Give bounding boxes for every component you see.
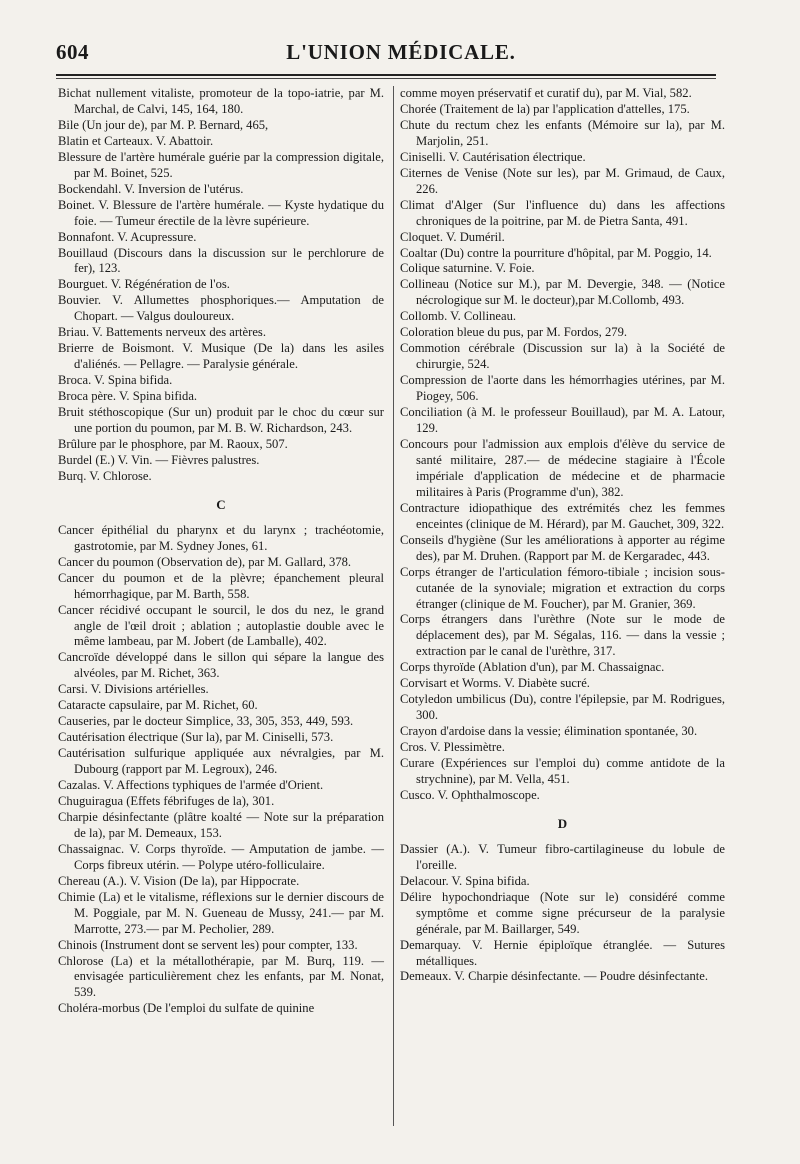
index-entry: Chorée (Traitement de la) par l'application d'attelles, 175. [400, 101, 690, 116]
index-entry: Corps étrangers dans l'urèthre (Note sur le mode de déplacement des), par M. Ségalas, 116. — dans la vessie ; extraction par le canal de l'urèthre, 317. [400, 612, 725, 659]
index-entry: Chinois (Instrument dont se servent les) pour compter, 133. [58, 937, 358, 952]
index-entry: Demeaux. V. Charpie désinfectante. — Poudre désinfectante. [400, 969, 708, 984]
index-entry: Cancer épithélial du pharynx et du larynx ; trachéotomie, gastrotomie, par M. Sydney Jones, 61. [58, 522, 384, 553]
index-entry: Corvisart et Worms. V. Diabète sucré. [400, 676, 590, 691]
index-entry: Curare (Expériences sur l'emploi du) comme antidote de la strychnine), par M. Vella, 451. [400, 756, 725, 786]
left-column [58, 86, 384, 1017]
header-rule [56, 74, 716, 76]
index-entry: Ciniselli. V. Cautérisation électrique. [400, 149, 586, 164]
index-entry: Délire hypochondriaque (Note sur le) considéré comme symptôme et comme signe précurseur de la paralysie générale, par M. Baillarger, 549. [400, 889, 725, 936]
index-entry: Collineau (Notice sur M.), par M. Devergie, 348. — (Notice nécrologique sur M. le docteur),par M.Collomb, 493. [400, 277, 725, 308]
header-rule-thin [56, 78, 716, 79]
index-entry: Cancer récidivé occupant le sourcil, le dos du nez, le grand angle de l'œil droit ; ablation ; autoplastie double avec le même lambeau, par M. Jobert (de Lamballe), 402. [58, 602, 384, 649]
index-entry: Charpie désinfectante (plâtre koalté — Note sur la préparation de la), par M. Demeaux, 153. [58, 809, 384, 840]
index-entry: Cataracte capsulaire, par M. Richet, 60. [58, 698, 258, 713]
index-entry: Bonnafont. V. Acupressure. [58, 229, 197, 244]
index-entry: Citernes de Venise (Note sur les), par M. Grimaud, de Caux, 226. [400, 165, 725, 196]
index-entry: Commotion cérébrale (Discussion sur la) à la Société de chirurgie, 524. [400, 341, 725, 372]
index-entry: Cautérisation électrique (Sur la), par M. Ciniselli, 573. [58, 730, 334, 745]
index-entry: Carsi. V. Divisions artérielles. [58, 682, 209, 697]
index-entry: Causeries, par le docteur Simplice, 33, 305, 353, 449, 593. [58, 714, 354, 729]
index-entry: Broca père. V. Spina bifida. [58, 389, 198, 404]
section-letter: C [216, 496, 226, 512]
index-entry: comme moyen préservatif et curatif du), par M. Vial, 582. [400, 86, 692, 100]
index-entry: Chuguiragua (Effets fébrifuges de la), 301. [58, 793, 275, 808]
index-entry: Conseils d'hygiène (Sur les améliorations à apporter au régime des), par M. Druhen. (Rapport par M. de Kergaradec, 443. [400, 532, 725, 563]
index-entry: Cancer du poumon et de la plèvre; épanchement pleural hémorrhagique, par M. Barth, 558. [58, 570, 384, 601]
section-letter: D [557, 815, 568, 831]
index-entry: Brûlure par le phosphore, par M. Raoux, 507. [58, 436, 288, 451]
index-entry: Cros. V. Plessimètre. [400, 740, 505, 755]
index-entry: Coaltar (Du) contre la pourriture d'hôpital, par M. Poggio, 14. [400, 245, 712, 260]
index-entry: Coloration bleue du pus, par M. Fordos, 279. [400, 325, 628, 340]
index-entry: Bouvier. V. Allumettes phosphoriques.— Amputation de Chopart. — Valgus douloureux. [58, 293, 384, 324]
index-entry: Corps étranger de l'articulation fémoro-tibiale ; incision sous-cutanée de la synoviale; migration et extraction du corps étranger (clinique de M. Foucher), par M. Granier, 369. [400, 564, 725, 611]
index-entry: Bichat nullement vitaliste, promoteur de la topo-iatrie, par M. Marchal, de Calvi, 145, 164, 180. [58, 86, 384, 116]
index-entry: Chlorose (La) et la métallothérapie, par M. Burq, 119. — envisagée particulièrement chez les enfants, par M. Nonat, 539. [58, 953, 384, 1000]
index-entry: Conciliation (à M. le professeur Bouillaud), par M. A. Latour, 129. [400, 405, 725, 436]
index-entry: Chimie (La) et le vitalisme, réflexions sur le dernier discours de M. Poggiale, par M. N. Gueneau de Mussy, 241.— par M. Marrotte, 273.— par M. Pecholier, 289. [58, 889, 384, 936]
index-entry: Blatin et Carteaux. V. Abattoir. [58, 133, 214, 148]
index-entry: Cusco. V. Ophthalmoscope. [400, 787, 540, 802]
index-entry: Collomb. V. Collineau. [400, 309, 517, 324]
index-entry: Burdel (E.) V. Vin. — Fièvres palustres. [58, 452, 260, 467]
index-entry: Demarquay. V. Hernie épiploïque étranglée. — Sutures métalliques. [400, 937, 725, 968]
index-entry: Cazalas. V. Affections typhiques de l'armée d'Orient. [58, 778, 324, 793]
index-entry: Bouillaud (Discours dans la discussion sur le perchlorure de fer), 123. [58, 245, 384, 276]
index-entry: Chereau (A.). V. Vision (De la), par Hippocrate. [58, 873, 300, 888]
index-entry: Bourguet. V. Régénération de l'os. [58, 277, 230, 292]
index-entry: Delacour. V. Spina bifida. [400, 873, 530, 888]
index-entry: Burq. V. Chlorose. [58, 468, 152, 483]
page-header [56, 40, 746, 70]
index-entry: Bruit stéthoscopique (Sur un) produit par le choc du cœur sur une portion du poumon, par M. B. W. Richardson, 243. [58, 405, 384, 436]
index-entry: Cancer du poumon (Observation de), par M. Gallard, 378. [58, 554, 352, 569]
index-entry: Chute du rectum chez les enfants (Mémoire sur la), par M. Marjolin, 251. [400, 117, 725, 148]
index-entry: Choléra-morbus (De l'emploi du sulfate de quinine [58, 1001, 315, 1016]
index-entry: Blessure de l'artère humérale guérie par la compression digitale, par M. Boinet, 525. [58, 149, 384, 180]
page-number: 604 [56, 40, 89, 64]
index-entry: Cloquet. V. Duméril. [400, 229, 505, 244]
index-entry: Compression de l'aorte dans les hémorrhagies utérines, par M. Piogey, 506. [400, 373, 725, 404]
index-entry: Briau. V. Battements nerveux des artères. [58, 325, 266, 340]
index-entry: Corps thyroïde (Ablation d'un), par M. Chassaignac. [400, 660, 665, 675]
index-entry: Concours pour l'admission aux emplois d'élève du service de santé militaire, 287.— de médecine stagiaire à l'École impériale d'application de médecine et de pharmacie militaires à Paris (Programme d'un), 382. [400, 436, 725, 499]
running-title: L'UNION MÉDICALE. [286, 40, 516, 64]
right-column [400, 86, 725, 985]
index-entry: Bockendahl. V. Inversion de l'utérus. [58, 181, 244, 196]
index-entry: Broca. V. Spina bifida. [58, 373, 173, 388]
index-entry: Boinet. V. Blessure de l'artère humérale. — Kyste hydatique du foie. — Tumeur érectile de la lèvre supérieure. [58, 197, 384, 228]
index-entry: Bile (Un jour de), par M. P. Bernard, 465, [58, 117, 269, 132]
index-entry: Cautérisation sulfurique appliquée aux névralgies, par M. Dubourg (rapport par M. Legroux), 246. [58, 746, 384, 777]
index-entry: Crayon d'ardoise dans la vessie; élimination spontanée, 30. [400, 724, 698, 739]
column-divider [393, 86, 394, 1126]
index-entry: Cancroïde développé dans le sillon qui sépare la langue des alvéoles, par M. Richet, 363. [58, 650, 384, 681]
index-entry: Cotyledon umbilicus (Du), contre l'épilepsie, par M. Rodrigues, 300. [400, 692, 725, 723]
index-entry: Brierre de Boismont. V. Musique (De la) dans les asiles d'aliénés. — Pellagre. — Paralysie générale. [58, 341, 384, 372]
index-entry: Contracture idiopathique des extrémités chez les femmes enceintes (clinique de M. Hérard), par M. Gauchet, 309, 322. [400, 500, 725, 531]
index-entry: Climat d'Alger (Sur l'influence du) dans les affections chroniques de la poitrine, par M. de Pietra Santa, 491. [400, 197, 725, 228]
index-entry: Chassaignac. V. Corps thyroïde. — Amputation de jambe. — Corps fibreux utérin. — Polype utéro-folliculaire. [58, 841, 384, 872]
index-entry: Colique saturnine. V. Foie. [400, 261, 535, 276]
index-entry: Dassier (A.). V. Tumeur fibro-cartilagineuse du lobule de l'oreille. [400, 841, 725, 872]
